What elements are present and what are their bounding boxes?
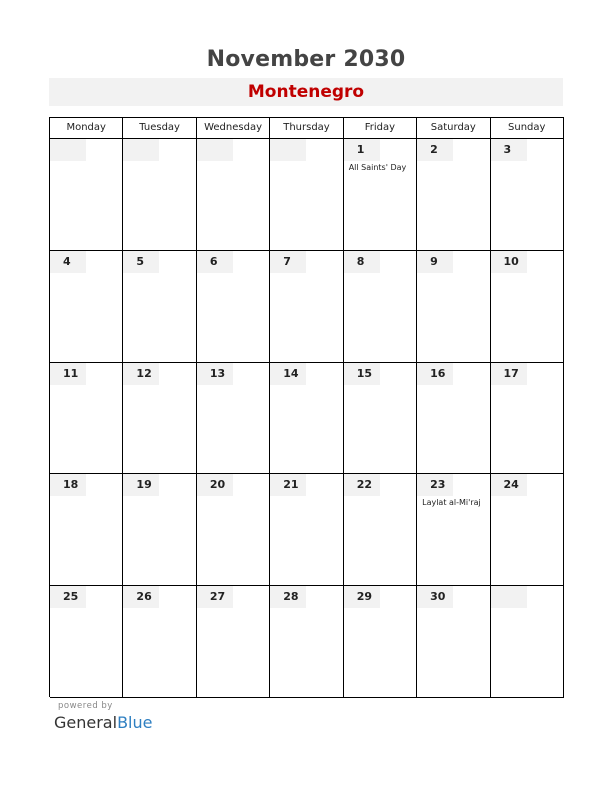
day-number (491, 586, 527, 608)
day-number: 22 (344, 474, 380, 496)
day-cell[interactable] (123, 251, 196, 363)
day-cell[interactable] (123, 139, 196, 251)
day-number: 10 (491, 251, 527, 273)
day-number: 29 (344, 586, 380, 608)
weekday-header: Tuesday (123, 118, 196, 139)
day-number: 27 (197, 586, 233, 608)
day-cell[interactable] (491, 139, 564, 251)
holiday-label: All Saints' Day (348, 163, 407, 172)
day-cell[interactable] (50, 586, 123, 698)
day-number: 18 (50, 474, 86, 496)
week-row (50, 586, 564, 698)
day-cell[interactable] (491, 251, 564, 363)
week-row (50, 363, 564, 475)
weekday-header: Friday (344, 118, 417, 139)
day-number: 12 (123, 363, 159, 385)
powered-by-text: powered by (58, 701, 113, 711)
day-number: 8 (344, 251, 380, 273)
day-cell[interactable] (270, 363, 343, 475)
day-cell[interactable] (270, 139, 343, 251)
day-number: 4 (50, 251, 86, 273)
day-number: 13 (197, 363, 233, 385)
weekday-header: Sunday (491, 118, 564, 139)
day-cell[interactable] (123, 474, 196, 586)
day-cell[interactable] (197, 139, 270, 251)
day-cell[interactable] (344, 251, 417, 363)
calendar-grid (49, 117, 564, 697)
week-row (50, 474, 564, 586)
holiday-label: Laylat al-Mi'raj (422, 498, 481, 508)
day-cell[interactable] (50, 474, 123, 586)
weekday-header: Saturday (417, 118, 490, 139)
day-cell[interactable] (417, 474, 490, 586)
day-cell[interactable] (270, 474, 343, 586)
day-number: 2 (417, 139, 453, 161)
day-number: 16 (417, 363, 453, 385)
brand-blue-text: Blue (117, 713, 153, 732)
weekday-header: Monday (50, 118, 123, 139)
day-cell[interactable] (270, 586, 343, 698)
day-cell[interactable] (197, 474, 270, 586)
day-cell[interactable] (123, 363, 196, 475)
day-cell[interactable] (197, 251, 270, 363)
day-cell[interactable] (197, 363, 270, 475)
day-number: 17 (491, 363, 527, 385)
day-cell[interactable] (344, 363, 417, 475)
week-row (50, 251, 564, 363)
day-cell[interactable] (270, 251, 343, 363)
day-number: 14 (270, 363, 306, 385)
day-cell[interactable] (344, 586, 417, 698)
day-cell[interactable] (417, 251, 490, 363)
day-number: 6 (197, 251, 233, 273)
day-number: 26 (123, 586, 159, 608)
day-cell[interactable] (50, 251, 123, 363)
day-number: 3 (491, 139, 527, 161)
day-number (270, 139, 306, 161)
day-number: 20 (197, 474, 233, 496)
page-title: November 2030 (206, 47, 406, 72)
day-number: 9 (417, 251, 453, 273)
day-number: 15 (344, 363, 380, 385)
brand-general-text: General (54, 713, 118, 732)
weekday-header: Thursday (270, 118, 343, 139)
day-cell[interactable] (197, 586, 270, 698)
week-row (50, 139, 564, 251)
day-cell[interactable] (50, 363, 123, 475)
generalblue-logo[interactable] (54, 713, 152, 732)
day-number (50, 139, 86, 161)
day-number: 21 (270, 474, 306, 496)
day-number: 19 (123, 474, 159, 496)
day-cell[interactable] (344, 139, 417, 251)
calendar-weeks (50, 139, 564, 698)
day-number: 5 (123, 251, 159, 273)
day-number: 25 (50, 586, 86, 608)
day-number: 28 (270, 586, 306, 608)
day-number: 24 (491, 474, 527, 496)
day-cell[interactable] (50, 139, 123, 251)
day-cell[interactable] (123, 586, 196, 698)
day-number: 23 (417, 474, 453, 496)
day-cell[interactable] (491, 363, 564, 475)
day-cell[interactable] (491, 586, 564, 698)
day-cell[interactable] (417, 139, 490, 251)
day-number: 30 (417, 586, 453, 608)
day-number: 11 (50, 363, 86, 385)
day-cell[interactable] (491, 474, 564, 586)
day-cell[interactable] (417, 586, 490, 698)
country-name: Montenegro (247, 82, 365, 102)
weekday-header: Wednesday (197, 118, 270, 139)
day-number (197, 139, 233, 161)
day-cell[interactable] (344, 474, 417, 586)
day-number: 1 (344, 139, 380, 161)
day-number (123, 139, 159, 161)
weekday-header-row (50, 118, 564, 139)
country-banner (49, 78, 563, 106)
day-number: 7 (270, 251, 306, 273)
day-cell[interactable] (417, 363, 490, 475)
